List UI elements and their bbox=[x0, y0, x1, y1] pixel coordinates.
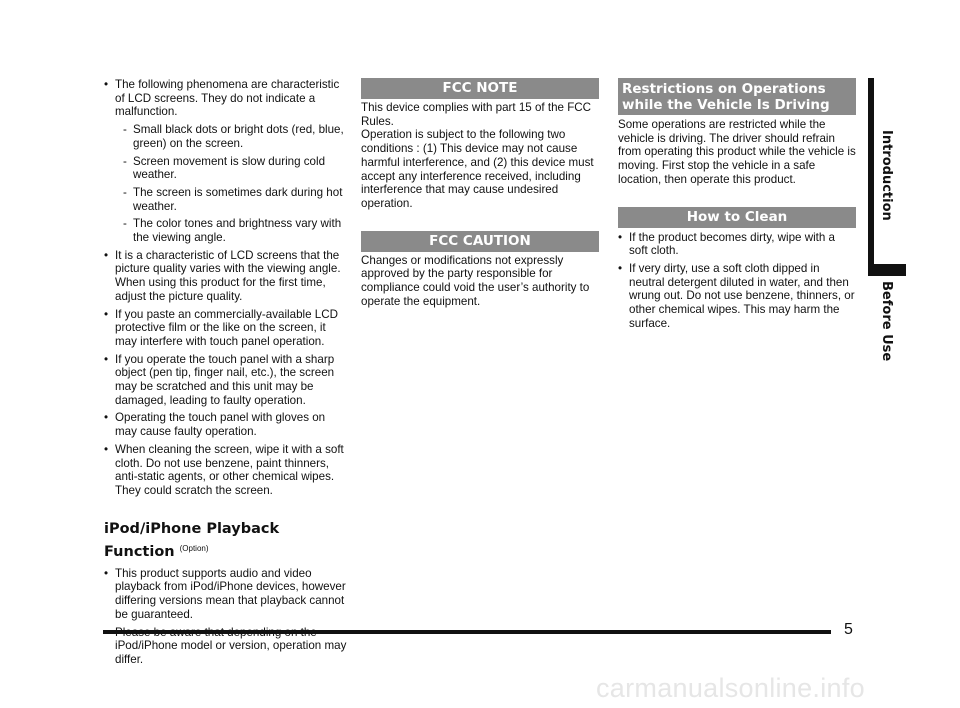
fcc-caution-header: FCC CAUTION bbox=[361, 231, 599, 252]
restrictions-title-line1: Restrictions on Operations bbox=[622, 81, 826, 97]
restrictions-header bbox=[618, 78, 856, 115]
fcc-caution-text: Changes or modifications not expressly approved by the party responsible for compliance could void the user’s authority to operate the equipment. bbox=[361, 253, 590, 308]
option-label: (Option) bbox=[179, 543, 209, 553]
spacer bbox=[361, 211, 599, 231]
list-item-text: The following phenomena are characteristic of LCD screens. They do not indicate a malfunction. bbox=[115, 78, 340, 119]
list-item: • This product supports audio and video playback from iPod/iPhone devices, however differing versions mean that playback cannot be guaranteed. bbox=[104, 567, 348, 622]
sub-list bbox=[115, 123, 348, 245]
list-item: • When cleaning the screen, wipe it with a soft cloth. Do not use benzene, paint thinners, anti-static agents, or other chemical wipes. They could scratch the screen. bbox=[104, 443, 348, 498]
ipod-title-line1: iPod/iPhone Playback bbox=[104, 520, 280, 537]
list-item: • If very dirty, use a soft cloth dipped in neutral detergent diluted in water, and then wrung out. Do not use benzene, thinners, or other chemical wipes. This may harm the surface. bbox=[618, 262, 856, 331]
sub-list-item: - Screen movement is slow during cold weather. bbox=[116, 155, 348, 182]
middle-column bbox=[361, 78, 599, 308]
tab-before-use: Before Use bbox=[879, 281, 894, 362]
sub-list-item: - Small black dots or bright dots (red, blue, green) on the screen. bbox=[116, 123, 348, 150]
ipod-title-word: Function bbox=[104, 543, 175, 560]
restrictions-text: Some operations are restricted while the vehicle is driving. The driver should refrain from operating this product while the vehicle is moving. First stop the vehicle in a safe location, then operate this product. bbox=[618, 118, 856, 186]
list-item: • If you paste an commercially-available LCD protective film or the like on the screen, it may interfere with touch panel operation. bbox=[104, 308, 348, 349]
side-tab-marker bbox=[868, 264, 906, 276]
fcc-note-text-1: This device complies with part 15 of the FCC Rules. bbox=[361, 101, 592, 128]
sub-list-item: - The screen is sometimes dark during hot weather. bbox=[116, 186, 348, 213]
footer-rule bbox=[103, 630, 831, 634]
fcc-note-text-2: Operation is subject to the following two conditions : (1) This device may not cause harmful interference, and (2) this device must accept any interference received, including interference that may cause undesired operation. bbox=[361, 128, 594, 210]
restrictions-title-line2: while the Vehicle Is Driving bbox=[622, 97, 830, 113]
list-item: • If you operate the touch panel with a sharp object (pen tip, finger nail, etc.), the screen may be scratched and this unit may be damaged, leading to faulty operation. bbox=[104, 353, 348, 408]
ipod-section-title bbox=[104, 520, 348, 562]
tab-introduction: Introduction bbox=[879, 130, 894, 221]
clean-list bbox=[618, 231, 856, 331]
list-item: • iPod/iPhone model or version, operation may differ. bbox=[104, 626, 348, 667]
right-column bbox=[618, 78, 856, 334]
spacer bbox=[618, 187, 856, 207]
page-number: 5 bbox=[844, 621, 853, 638]
side-tab-bar bbox=[868, 78, 874, 266]
ipod-list bbox=[104, 567, 348, 667]
watermark: carmanualsonline.info bbox=[596, 673, 865, 703]
left-column bbox=[104, 78, 348, 671]
list-item bbox=[104, 78, 348, 245]
list-item: • Operating the touch panel with gloves on may cause faulty operation. bbox=[104, 411, 348, 438]
ipod-title-line2 bbox=[104, 539, 348, 562]
how-to-clean-header: How to Clean bbox=[618, 207, 856, 228]
lcd-notes-list bbox=[104, 78, 348, 498]
list-item: • It is a characteristic of LCD screens that the picture quality varies with the viewing angle. When using this product for the first time, adjust the picture quality. bbox=[104, 249, 348, 304]
sub-list-item: - The color tones and brightness vary with the viewing angle. bbox=[116, 217, 348, 244]
list-item: • If the product becomes dirty, wipe with a soft cloth. bbox=[618, 231, 856, 258]
fcc-note-header: FCC NOTE bbox=[361, 78, 599, 99]
